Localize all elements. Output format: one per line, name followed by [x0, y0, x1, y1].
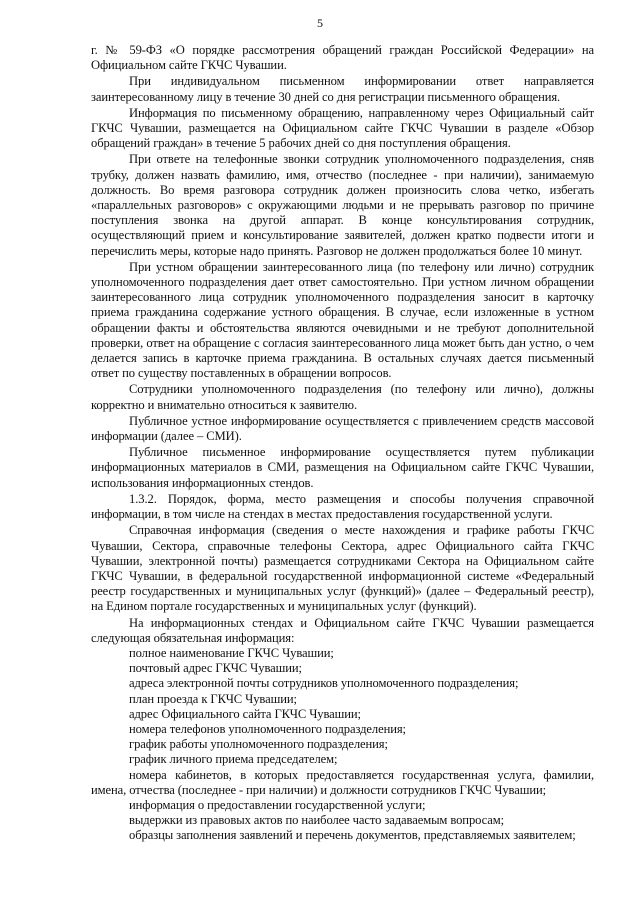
paragraph: Справочная информация (сведения о месте нахождения и графике работы ГКЧС Чувашии, Сектора, справочные телефоны Сектора, адрес Официального сайта ГКЧС Чувашии, электронной почты) размещается сотрудниками Сектора на Официальном сайте ГКЧС Чувашии, в федеральной государственной информационной системе «Федеральный реестр государственных и муниципальных услуг (функций)» (далее – Федеральный реестр), на Едином портале государственных и муниципальных услуг (функций).	[91, 523, 594, 614]
paragraph: Сотрудники уполномоченного подразделения (по телефону или лично), должны корректно и внимательно относиться к заявителю.	[91, 382, 594, 412]
list-item: номера кабинетов, в которых предоставляется государственная услуга, фамилии, имена, отчества (последнее - при наличии) и должности сотрудников ГКЧС Чувашии;	[91, 767, 594, 797]
list-item: образцы заполнения заявлений и перечень документов, представляемых заявителем;	[129, 828, 576, 843]
paragraph: При устном обращении заинтересованного лица (по телефону или лично) сотрудник уполномоченного подразделения дает ответ самостоятельно. При устном личном обращении заинтересованного лица сотрудник уполномоченного подразделения заносит в карточку приема гражданина содержание устного обращения. В случае, если изложенные в устном обращении факты и обстоятельства являются очевидными и не требуют дополнительной проверки, ответ на обращение с согласия заинтересованного лица может быть дан устно, о чем делается запись в карточке приема гражданина. В остальных случаях дается письменный ответ по существу поставленных в обращении вопросов.	[91, 259, 594, 381]
required-info-list	[91, 646, 594, 844]
page-number: 5	[317, 16, 323, 30]
paragraph: г. № 59-ФЗ «О порядке рассмотрения обращений граждан Российской Федерации» на Официальном сайте ГКЧС Чувашии.	[91, 43, 594, 73]
list-item: адрес Официального сайта ГКЧС Чувашии;	[129, 706, 361, 721]
list-item: почтовый адрес ГКЧС Чувашии;	[129, 661, 302, 676]
paragraph: Публичное письменное информирование осуществляется путем публикации информационных материалов в СМИ, размещения на Официальном сайте ГКЧС Чувашии, использования информационных стендов.	[91, 445, 594, 490]
paragraph: Информация по письменному обращению, направленному через Официальный сайт ГКЧС Чувашии, размещается на Официальном сайте ГКЧС Чувашии в разделе «Обзор обращений граждан» в течение 5 рабочих дней со дня поступления обращения.	[91, 105, 594, 151]
list-item: график работы уполномоченного подразделения;	[129, 737, 388, 752]
section-heading: 1.3.2. Порядок, форма, место размещения и способы получения справочной информации, в том числе на стендах в местах предоставления государственной услуги.	[91, 491, 594, 522]
list-item: выдержки из правовых актов по наиболее часто задаваемым вопросам;	[129, 813, 505, 828]
paragraph: При ответе на телефонные звонки сотрудник уполномоченного подразделения, сняв трубку, должен назвать фамилию, имя, отчество (последнее - при наличии), занимаемую должность. Во время разговора сотрудник должен произносить слова четко, избегать «параллельных разговоров» с окружающими людьми и не прерывать разговор по причине поступления звонка на другой аппарат. В конце консультирования сотрудник, осуществляющий прием и консультирование заявителей, должен кратко подвести итоги и перечислить меры, которые надо принять. Разговор не должен продолжаться более 10 минут.	[91, 152, 594, 258]
list-item: план проезда к ГКЧС Чувашии;	[129, 691, 297, 706]
list-item: адреса электронной почты сотрудников уполномоченного подразделения;	[129, 676, 519, 691]
list-item: полное наименование ГКЧС Чувашии;	[129, 645, 334, 660]
list-item: номера телефонов уполномоченного подразделения;	[129, 721, 406, 736]
paragraph: На информационных стендах и Официальном сайте ГКЧС Чувашии размещается следующая обязательная информация:	[91, 615, 594, 645]
list-item: график личного приема председателем;	[129, 752, 338, 767]
document-body	[91, 43, 594, 844]
paragraph: При индивидуальном письменном информировании ответ направляется заинтересованному лицу в течение 30 дней со дня регистрации письменного обращения.	[91, 74, 594, 104]
list-item: информация о предоставлении государственной услуги;	[129, 797, 426, 812]
paragraph: Публичное устное информирование осуществляется с привлечением средств массовой информации (далее – СМИ).	[91, 413, 594, 444]
